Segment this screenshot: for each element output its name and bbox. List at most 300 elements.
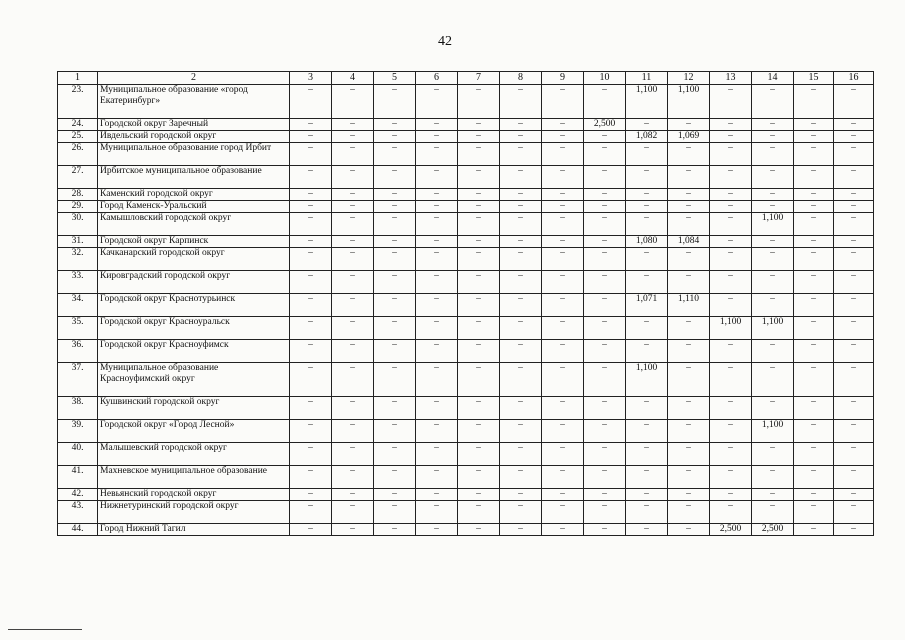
table-row [58,524,874,536]
value-cell: – [416,189,458,201]
row-number: 35. [58,317,98,340]
row-number: 26. [58,143,98,166]
value-cell: – [332,363,374,397]
value-cell: – [332,420,374,443]
value-cell: – [458,119,500,131]
value-cell: – [626,119,668,131]
value-cell: – [416,524,458,536]
value-cell: – [500,271,542,294]
value-cell: – [834,189,874,201]
value-cell: – [542,466,584,489]
value-cell: – [584,397,626,420]
value-cell: – [710,397,752,420]
value-cell: – [834,248,874,271]
value-cell: – [458,85,500,119]
table-row [58,119,874,131]
value-cell: – [626,340,668,363]
value-cell: – [710,131,752,143]
value-cell: – [542,119,584,131]
municipality-name: Камышловский городской округ [98,213,290,236]
value-cell: – [834,363,874,397]
value-cell: – [584,143,626,166]
value-cell: – [416,271,458,294]
value-cell: – [290,524,332,536]
value-cell: – [542,294,584,317]
value-cell: – [834,489,874,501]
value-cell: – [458,143,500,166]
value-cell: – [290,443,332,466]
value-cell: 1,100 [668,85,710,119]
value-cell: – [584,420,626,443]
value-cell: – [794,201,834,213]
value-cell: 2,500 [752,524,794,536]
row-number: 34. [58,294,98,317]
value-cell: – [710,166,752,189]
municipality-name: Городской округ Карпинск [98,236,290,248]
row-number: 41. [58,466,98,489]
value-cell: – [710,201,752,213]
value-cell: – [668,213,710,236]
row-number: 37. [58,363,98,397]
value-cell: – [584,166,626,189]
value-cell: – [290,201,332,213]
municipality-name: Городской округ Заречный [98,119,290,131]
value-cell: – [542,201,584,213]
column-header: 13 [710,72,752,85]
value-cell: – [794,213,834,236]
table-row [58,340,874,363]
column-header: 14 [752,72,794,85]
value-cell: – [626,248,668,271]
value-cell: – [290,131,332,143]
value-cell: – [710,489,752,501]
value-cell: – [332,466,374,489]
value-cell: – [584,317,626,340]
value-cell: – [500,166,542,189]
value-cell: – [710,271,752,294]
value-cell: – [710,189,752,201]
value-cell: – [710,501,752,524]
value-cell: – [290,248,332,271]
row-number: 32. [58,248,98,271]
value-cell: – [458,189,500,201]
value-cell: – [584,363,626,397]
value-cell: – [500,189,542,201]
value-cell: – [416,420,458,443]
value-cell: – [794,85,834,119]
row-number: 25. [58,131,98,143]
value-cell: – [500,466,542,489]
row-number: 24. [58,119,98,131]
value-cell: – [542,189,584,201]
value-cell: – [834,166,874,189]
value-cell: – [668,501,710,524]
value-cell: – [374,443,416,466]
value-cell: – [332,201,374,213]
value-cell: – [500,524,542,536]
municipality-name: Город Каменск-Уральский [98,201,290,213]
value-cell: – [626,189,668,201]
value-cell: – [584,189,626,201]
value-cell: 1,100 [626,85,668,119]
value-cell: – [710,236,752,248]
value-cell: – [542,443,584,466]
value-cell: – [416,466,458,489]
value-cell: – [542,213,584,236]
value-cell: – [834,443,874,466]
municipality-name: Каменский городской округ [98,189,290,201]
value-cell: – [710,294,752,317]
value-cell: – [500,420,542,443]
value-cell: 2,500 [584,119,626,131]
value-cell: – [668,189,710,201]
value-cell: – [542,248,584,271]
value-cell: – [500,143,542,166]
value-cell: – [374,501,416,524]
value-cell: – [332,189,374,201]
table-row [58,443,874,466]
value-cell: – [290,143,332,166]
value-cell: – [584,248,626,271]
municipality-name: Муниципальное образование Красноуфимский округ [98,363,290,397]
value-cell: – [458,317,500,340]
value-cell: 1,100 [752,420,794,443]
value-cell: – [710,85,752,119]
value-cell: – [794,166,834,189]
value-cell: – [374,201,416,213]
value-cell: – [626,420,668,443]
value-cell: 1,110 [668,294,710,317]
value-cell: – [374,363,416,397]
value-cell: – [794,119,834,131]
table-row [58,248,874,271]
value-cell: – [668,143,710,166]
row-number: 29. [58,201,98,213]
value-cell: – [752,189,794,201]
value-cell: – [290,85,332,119]
value-cell: – [332,340,374,363]
value-cell: – [374,294,416,317]
column-header: 16 [834,72,874,85]
value-cell: – [374,119,416,131]
column-header: 7 [458,72,500,85]
column-number-row [58,72,874,85]
value-cell: – [794,466,834,489]
value-cell: – [584,340,626,363]
value-cell: – [290,236,332,248]
value-cell: – [416,317,458,340]
value-cell: – [794,317,834,340]
row-number: 43. [58,501,98,524]
value-cell: – [374,236,416,248]
row-number: 30. [58,213,98,236]
row-number: 33. [58,271,98,294]
value-cell: – [458,248,500,271]
value-cell: – [374,420,416,443]
row-number: 42. [58,489,98,501]
value-cell: – [626,213,668,236]
table-row [58,201,874,213]
value-cell: – [626,271,668,294]
value-cell: – [458,201,500,213]
value-cell: – [584,85,626,119]
value-cell: – [458,443,500,466]
value-cell: – [332,213,374,236]
value-cell: – [542,271,584,294]
value-cell: – [794,236,834,248]
table-row [58,294,874,317]
value-cell: – [794,189,834,201]
value-cell: – [834,143,874,166]
value-cell: – [416,143,458,166]
value-cell: – [374,131,416,143]
value-cell: – [374,524,416,536]
value-cell: – [290,317,332,340]
municipality-name: Ирбитское муниципальное образование [98,166,290,189]
table-row [58,271,874,294]
value-cell: – [752,294,794,317]
municipality-name: Городской округ Красноуральск [98,317,290,340]
value-cell: – [834,397,874,420]
value-cell: – [710,466,752,489]
row-number: 31. [58,236,98,248]
value-cell: – [834,271,874,294]
municipality-name: Нижнетуринский городской округ [98,501,290,524]
value-cell: – [626,201,668,213]
row-number: 23. [58,85,98,119]
row-number: 28. [58,189,98,201]
value-cell: 2,500 [710,524,752,536]
value-cell: – [668,466,710,489]
value-cell: – [668,524,710,536]
column-header: 3 [290,72,332,85]
value-cell: – [416,201,458,213]
column-header: 4 [332,72,374,85]
value-cell: – [416,363,458,397]
value-cell: – [416,213,458,236]
value-cell: – [542,340,584,363]
value-cell: – [834,420,874,443]
value-cell: – [458,131,500,143]
value-cell: – [752,271,794,294]
value-cell: – [542,397,584,420]
value-cell: – [626,397,668,420]
municipality-name: Муниципальное образование город Ирбит [98,143,290,166]
value-cell: – [834,131,874,143]
value-cell: – [374,489,416,501]
value-cell: – [458,524,500,536]
value-cell: – [752,248,794,271]
value-cell: – [290,213,332,236]
value-cell: – [710,443,752,466]
table-row [58,236,874,248]
table-row [58,85,874,119]
value-cell: – [668,201,710,213]
value-cell: – [752,143,794,166]
value-cell: – [794,143,834,166]
column-header: 9 [542,72,584,85]
value-cell: – [290,501,332,524]
value-cell: – [290,363,332,397]
value-cell: – [332,85,374,119]
value-cell: – [794,397,834,420]
municipality-name: Городской округ Красноуфимск [98,340,290,363]
value-cell: – [290,294,332,317]
value-cell: – [584,524,626,536]
value-cell: – [374,85,416,119]
value-cell: – [290,489,332,501]
value-cell: – [290,189,332,201]
table-row [58,317,874,340]
value-cell: – [458,294,500,317]
value-cell: – [834,466,874,489]
value-cell: – [332,397,374,420]
row-number: 39. [58,420,98,443]
value-cell: – [332,489,374,501]
value-cell: – [794,443,834,466]
municipality-name: Городской округ Краснотурьинск [98,294,290,317]
value-cell: – [416,340,458,363]
row-number: 36. [58,340,98,363]
value-cell: 1,071 [626,294,668,317]
row-number: 38. [58,397,98,420]
value-cell: – [584,201,626,213]
municipality-name: Малышевский городской округ [98,443,290,466]
table-row [58,420,874,443]
value-cell: – [332,143,374,166]
value-cell: – [500,119,542,131]
value-cell: – [374,317,416,340]
row-number: 44. [58,524,98,536]
value-cell: – [834,119,874,131]
value-cell: – [752,340,794,363]
value-cell: – [752,236,794,248]
value-cell: – [584,466,626,489]
footnote-divider [8,629,82,630]
value-cell: – [500,85,542,119]
value-cell: – [668,340,710,363]
value-cell: – [584,236,626,248]
value-cell: – [626,443,668,466]
value-cell: – [668,397,710,420]
municipality-name: Кировградский городской округ [98,271,290,294]
value-cell: – [458,489,500,501]
value-cell: – [794,363,834,397]
table-row [58,363,874,397]
value-cell: 1,080 [626,236,668,248]
value-cell: – [458,236,500,248]
data-table [57,71,874,536]
value-cell: – [668,420,710,443]
value-cell: – [834,340,874,363]
value-cell: – [752,166,794,189]
value-cell: – [290,397,332,420]
value-cell: – [290,420,332,443]
value-cell: – [458,420,500,443]
value-cell: – [332,524,374,536]
municipality-name: Невьянский городской округ [98,489,290,501]
table-row [58,501,874,524]
value-cell: – [416,294,458,317]
value-cell: – [332,317,374,340]
value-cell: – [500,317,542,340]
value-cell: – [834,213,874,236]
municipality-name: Качканарский городской округ [98,248,290,271]
value-cell: – [752,489,794,501]
value-cell: – [794,271,834,294]
value-cell: – [542,317,584,340]
value-cell: – [332,248,374,271]
value-cell: – [500,489,542,501]
value-cell: – [834,85,874,119]
value-cell: – [834,524,874,536]
value-cell: – [458,271,500,294]
value-cell: – [834,201,874,213]
value-cell: – [332,443,374,466]
value-cell: – [458,213,500,236]
value-cell: – [290,166,332,189]
value-cell: – [834,317,874,340]
value-cell: – [542,236,584,248]
value-cell: – [374,397,416,420]
value-cell: 1,084 [668,236,710,248]
value-cell: – [500,501,542,524]
municipality-name: Город Нижний Тагил [98,524,290,536]
value-cell: – [416,119,458,131]
column-header: 2 [98,72,290,85]
value-cell: – [710,119,752,131]
municipality-name: Махневское муниципальное образование [98,466,290,489]
value-cell: – [332,166,374,189]
column-header: 6 [416,72,458,85]
value-cell: – [668,166,710,189]
value-cell: – [834,236,874,248]
value-cell: – [458,501,500,524]
municipality-name: Муниципальное образование «город Екатеринбург» [98,85,290,119]
column-header: 8 [500,72,542,85]
value-cell: – [500,397,542,420]
value-cell: – [626,317,668,340]
table-row [58,466,874,489]
municipality-name: Ивдельский городской округ [98,131,290,143]
value-cell: – [374,340,416,363]
value-cell: – [794,248,834,271]
value-cell: – [332,119,374,131]
value-cell: – [500,443,542,466]
value-cell: – [794,131,834,143]
value-cell: 1,069 [668,131,710,143]
value-cell: – [794,524,834,536]
value-cell: – [542,489,584,501]
value-cell: – [584,294,626,317]
row-number: 27. [58,166,98,189]
value-cell: – [500,363,542,397]
value-cell: – [584,489,626,501]
value-cell: – [542,501,584,524]
value-cell: – [542,166,584,189]
value-cell: – [668,363,710,397]
value-cell: – [794,489,834,501]
column-header: 1 [58,72,98,85]
column-header: 15 [794,72,834,85]
table-row [58,397,874,420]
value-cell: – [584,271,626,294]
value-cell: – [584,213,626,236]
value-cell: – [542,85,584,119]
value-cell: – [332,501,374,524]
table-row [58,143,874,166]
value-cell: – [416,443,458,466]
